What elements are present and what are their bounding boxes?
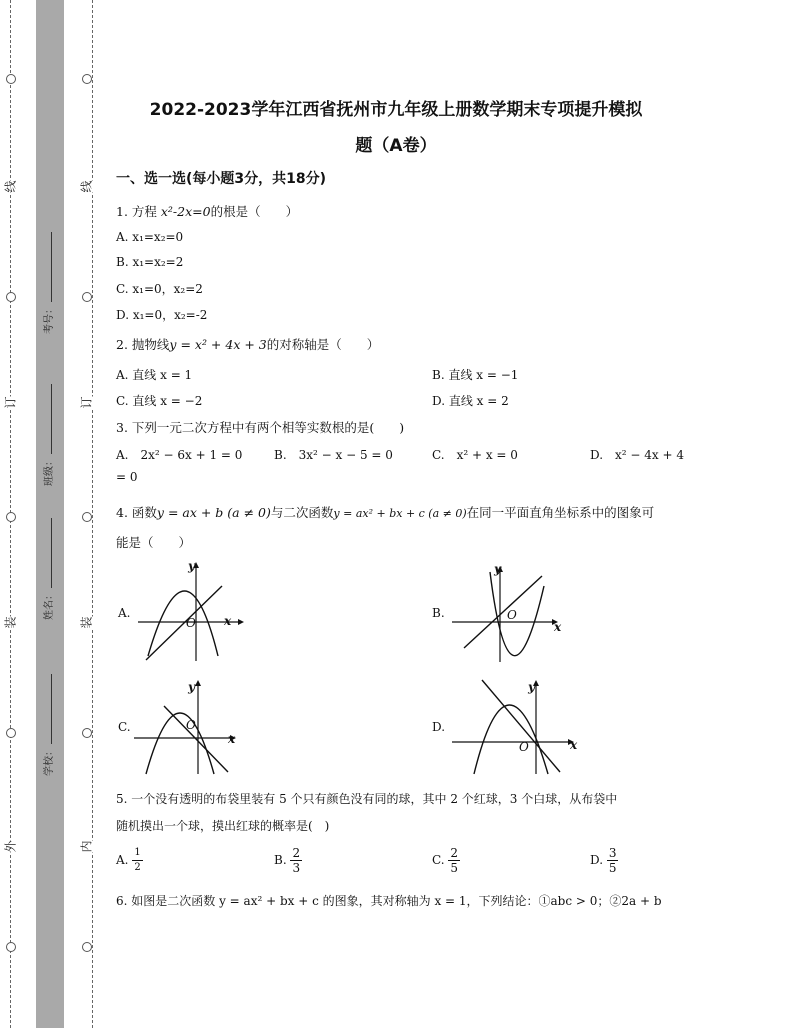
q5-option-b: B. $\frac{2}{3}$ <box>274 846 301 875</box>
question-4-stem: 4. 函数y = ax + b (a ≠ 0)与二次函数y = ax² + bx + c (a ≠ 0)在同一平面直角坐标系中的图象可 <box>116 505 655 520</box>
side-char-xian-inner: 线 <box>79 180 94 193</box>
graph-c-origin: O <box>186 718 196 732</box>
graph-d-y-label: y <box>528 680 535 694</box>
question-5-stem-line2: 随机摸出一个球，摸出红球的概率是( ) <box>116 819 330 833</box>
punch-hole <box>6 74 16 84</box>
graph-b-y-label: y <box>494 562 501 576</box>
question-1-stem: 1. 方程 x²-2x=0的根是（ ） <box>116 204 299 219</box>
field-school: 学校： <box>40 674 55 776</box>
graph-d-origin: O <box>519 740 529 754</box>
graph-a-origin: O <box>186 616 196 630</box>
q2-option-a: A. 直线 x = 1 <box>116 368 193 382</box>
graph-c-y-label: y <box>188 680 195 694</box>
q4-graph-d <box>452 676 582 776</box>
q3-option-b: B. 3x² − x − 5 = 0 <box>274 448 393 462</box>
q4-option-b-label: B. <box>432 606 445 620</box>
q1-option-d: D. x₁=0，x₂=-2 <box>116 308 208 322</box>
punch-hole <box>6 942 16 952</box>
section-heading: 一、选一选(每小题3分，共18分) <box>116 171 327 187</box>
q1-option-c: C. x₁=0，x₂=2 <box>116 282 203 296</box>
punch-hole <box>6 292 16 302</box>
graph-c-x-label: x <box>228 732 236 746</box>
field-class: 班级： <box>40 384 55 486</box>
q3-option-d-continued: = 0 <box>116 470 138 484</box>
q5-option-a: A. $\frac{1}{2}$ <box>116 847 141 873</box>
q4-option-d-label: D. <box>432 720 446 734</box>
punch-hole <box>6 512 16 522</box>
side-char-wai: 外 <box>3 840 18 853</box>
binding-margin <box>0 0 100 1028</box>
question-6-stem: 6. 如图是二次函数 y = ax² + bx + c 的图象，其对称轴为 x = 1，下列结论：①abc > 0；②2a + b <box>116 894 662 908</box>
q3-option-a: A. 2x² − 6x + 1 = 0 <box>116 448 243 462</box>
field-exam-number: 考号： <box>40 232 55 334</box>
punch-hole <box>6 728 16 738</box>
q1-option-b: B. x₁=x₂=2 <box>116 255 184 269</box>
q2-option-d: D. 直线 x = 2 <box>432 394 509 408</box>
graph-d-x-label: x <box>570 738 578 752</box>
q5-option-d: D. $\frac{3}{5}$ <box>590 846 617 875</box>
side-char-ding: 订 <box>3 396 18 409</box>
q3-option-c: C. x² + x = 0 <box>432 448 518 462</box>
page-title: 2022-2023学年江西省抚州市九年级上册数学期末专项提升模拟 题（A卷） <box>149 100 643 156</box>
q4-option-a-label: A. <box>118 606 131 620</box>
punch-hole <box>82 728 92 738</box>
punch-hole <box>82 942 92 952</box>
dashed-cut-line-inner <box>92 0 93 1028</box>
question-4-stem-line2: 能是（ ） <box>116 535 192 550</box>
question-2-stem: 2. 抛物线y = x² + 4x + 3的对称轴是（ ） <box>116 337 380 352</box>
q3-option-d: D. x² − 4x + 4 <box>590 448 684 462</box>
graph-a-x-label: x <box>224 614 232 628</box>
side-char-nei-inner: 内 <box>79 840 94 853</box>
graph-b-origin: O <box>507 608 517 622</box>
side-char-zhuang-inner: 装 <box>79 616 94 629</box>
binding-band <box>36 0 64 1028</box>
q2-option-c: C. 直线 x = −2 <box>116 394 203 408</box>
graph-a-y-label: y <box>188 559 195 573</box>
q1-option-a: A. x₁=x₂=0 <box>116 230 184 244</box>
punch-hole <box>82 512 92 522</box>
side-char-xian: 线 <box>3 180 18 193</box>
q5-option-c: C. $\frac{2}{5}$ <box>432 846 459 875</box>
punch-hole <box>82 74 92 84</box>
question-5-stem: 5. 一个没有透明的布袋里装有 5 个只有颜色没有同的球，其中 2 个红球，3 个白球，从布袋中 <box>116 792 618 806</box>
field-name: 姓名： <box>40 518 55 620</box>
q2-option-b: B. 直线 x = −1 <box>432 368 519 382</box>
side-char-ding-inner: 订 <box>79 396 94 409</box>
q4-option-c-label: C. <box>118 720 131 734</box>
graph-b-x-label: x <box>554 620 562 634</box>
question-3-stem: 3. 下列一元二次方程中有两个相等实数根的是( ) <box>116 420 405 435</box>
punch-hole <box>82 292 92 302</box>
side-char-zhuang: 装 <box>3 616 18 629</box>
